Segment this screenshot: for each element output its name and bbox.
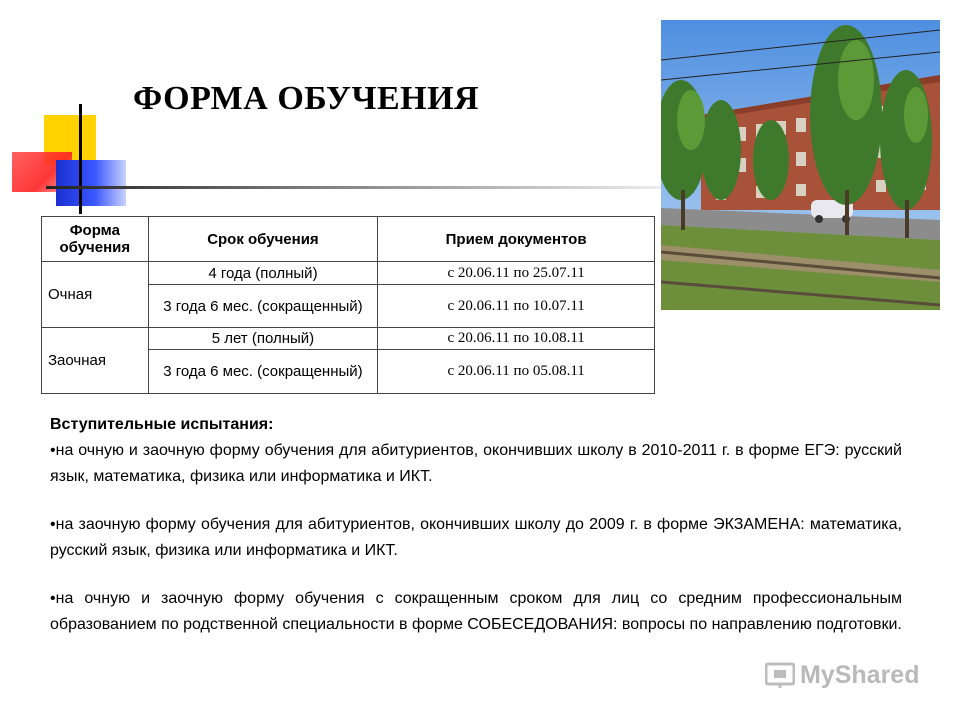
dates-cell: с 20.06.11 по 10.07.11: [378, 285, 655, 328]
watermark-text: MyShared: [800, 660, 920, 689]
table-row: [42, 328, 655, 350]
title-underline: [46, 186, 666, 189]
decor-blue-square: [56, 160, 126, 206]
table-header-row: [42, 217, 655, 262]
term-cell: 5 лет (полный): [148, 328, 378, 350]
exam-item: •на заочную форму обучения для абитуриентов, окончивших школу до 2009 г. в форме ЭКЗАМЕНА: математика, русский язык, физика или информатика и ИКТ.: [50, 516, 902, 559]
dates-cell: с 20.06.11 по 05.08.11: [378, 350, 655, 394]
exam-item: •на очную и заочную форму обучения с сокращенным сроком для лиц со средним профессиональным образованием по родственной специальности в форме СОБЕСЕДОВАНИЯ: вопросы по направлению подготовки.: [50, 590, 902, 633]
watermark-logo: [765, 660, 919, 690]
admission-table: [41, 216, 655, 394]
building-photo: [661, 20, 940, 310]
form-cell: Заочная: [42, 328, 149, 394]
table-row: [42, 262, 655, 285]
term-cell: 3 года 6 мес. (сокращенный): [148, 350, 378, 394]
entrance-exams: [50, 412, 902, 638]
decor-vertical-line: [79, 104, 82, 214]
page-title: ФОРМА ОБУЧЕНИЯ: [133, 80, 480, 117]
slides-icon: [765, 661, 795, 689]
exam-item: •на очную и заочную форму обучения для абитуриентов, окончивших школу в 2010-2011 г. в форме ЕГЭ: русский язык, математика, физика или информатика и ИКТ.: [50, 442, 902, 485]
term-cell: 4 года (полный): [148, 262, 378, 285]
header-dates: Прием документов: [378, 217, 655, 262]
dates-cell: с 20.06.11 по 25.07.11: [378, 262, 655, 285]
header-form: Форма обучения: [42, 217, 149, 262]
form-cell: Очная: [42, 262, 149, 328]
term-cell: 3 года 6 мес. (сокращенный): [148, 285, 378, 328]
dates-cell: с 20.06.11 по 10.08.11: [378, 328, 655, 350]
header-term: Срок обучения: [148, 217, 378, 262]
exams-heading: Вступительные испытания:: [50, 416, 274, 433]
